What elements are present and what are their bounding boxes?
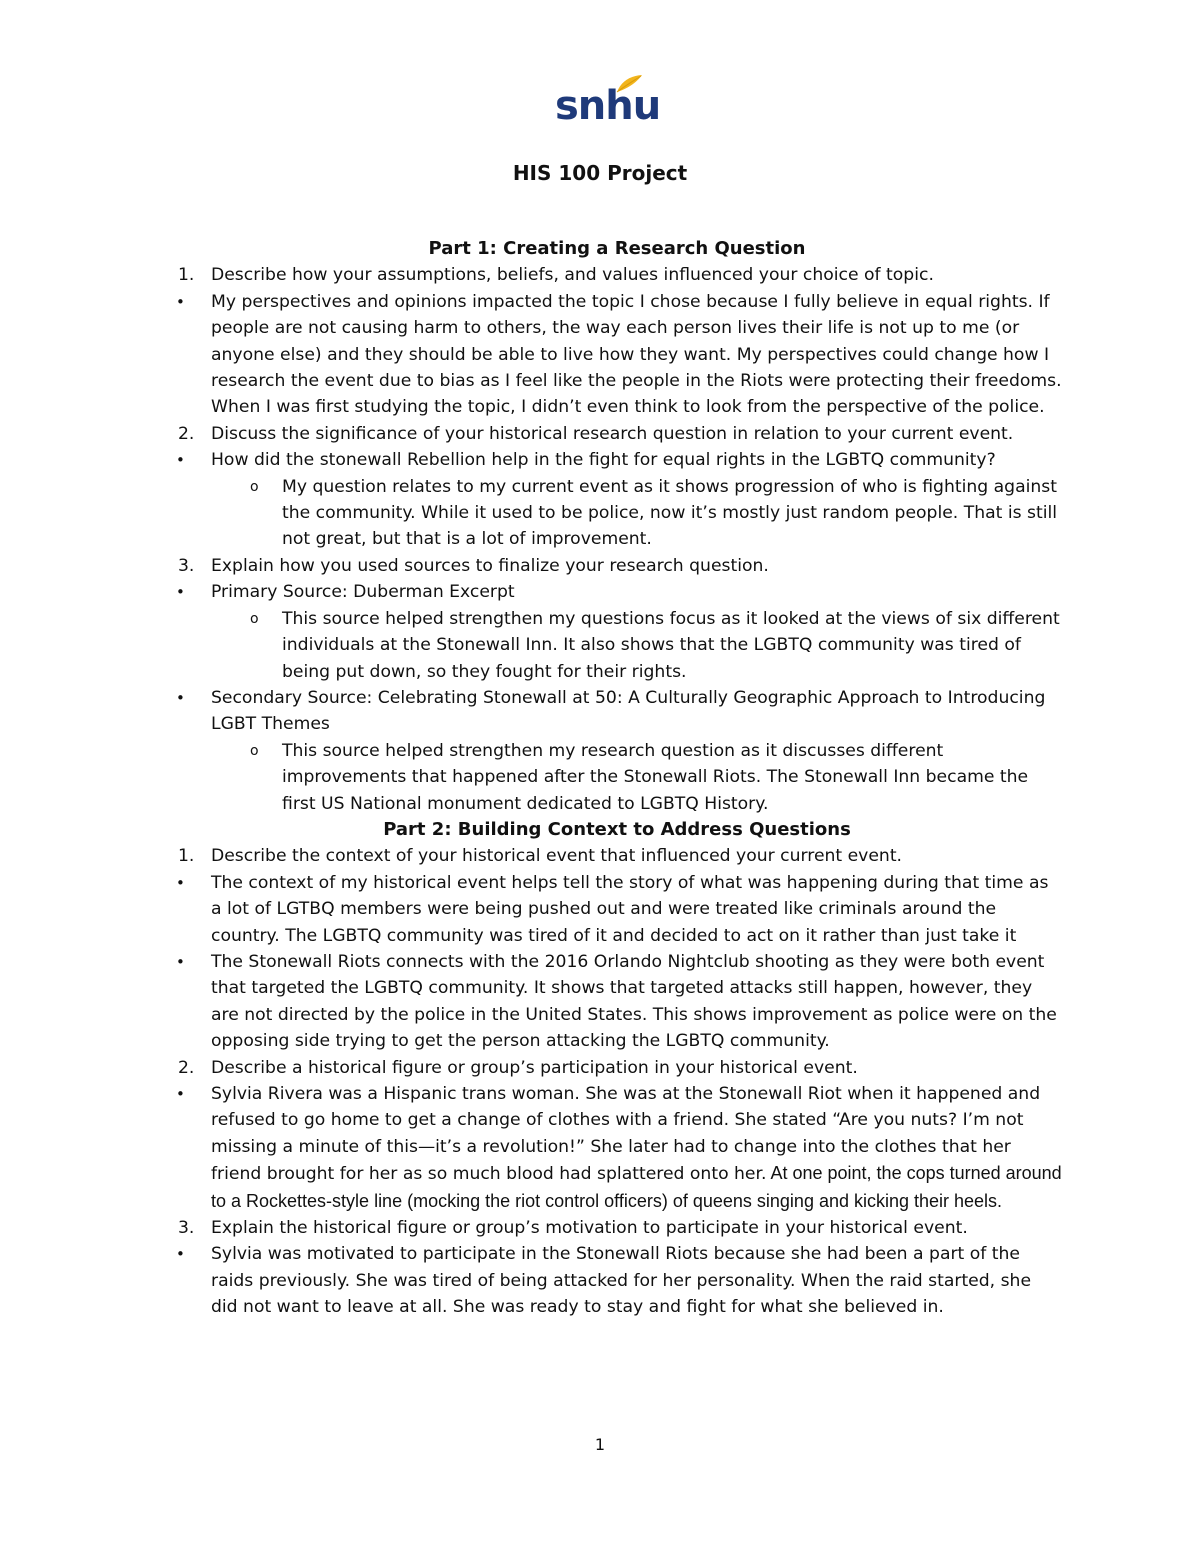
list-item-text: This source helped strengthen my research question as it discusses different improvements that happened after the Stonewall Riots. The Stonewall Inn became the first US National monument dedicated to LGBTQ History. (282, 740, 1029, 814)
sub-list-item (172, 738, 1062, 817)
sub-list-item (172, 474, 1062, 553)
list-item-text: Explain the historical figure or group’s motivation to participate in your historical event. (211, 1218, 968, 1239)
list-item (172, 1055, 1062, 1081)
list-item-text: Discuss the significance of your historical research question in relation to your current event. (211, 423, 1014, 444)
circle-bullet-icon: o (250, 742, 259, 759)
list-item (172, 553, 1062, 579)
list-item-text: Secondary Source: Celebrating Stonewall at 50: A Culturally Geographic Approach to Introducing LGBT Themes (211, 687, 1046, 735)
bullet-icon: • (176, 952, 185, 971)
bullet-icon: • (176, 1085, 185, 1103)
list-item-text: Describe a historical figure or group’s participation in your historical event. (211, 1057, 858, 1078)
list-item-text: The Stonewall Riots connects with the 2016 Orlando Nightclub shooting as they were both event that targeted the LGBTQ community. It shows that targeted attacks still happen, however, they are not directed by the police in the United States. This shows improvement as police were on the opposing side trying to get the person attacking the LGBTQ community. (211, 951, 1057, 1052)
list-item-text: This source helped strengthen my questions focus as it looked at the views of six different individuals at the Stonewall Inn. It also shows that the LGBTQ community was tired of being put down, so they fought for their rights. (282, 608, 1060, 682)
list-item (172, 289, 1062, 421)
list-item (172, 685, 1062, 738)
bullet-icon: • (176, 451, 185, 470)
bullet-icon: • (176, 583, 185, 602)
quote-passage: At one point, the cops turned around to a Rockettes-style line (mocking the riot control officers) of queens singing and kicking their heels. (211, 1163, 1062, 1211)
part1-heading: Part 1: Creating a Research Question (428, 238, 806, 259)
list-item-text: Explain how you used sources to finalize your research question. (211, 555, 769, 576)
bullet-icon: • (176, 873, 185, 892)
snhu-logo (555, 74, 661, 134)
list-item-text: My perspectives and opinions impacted the topic I chose because I fully believe in equal rights. If people are not causing harm to others, the way each person lives their life is not up to me (or anyone else) and they should be able to live how they want. My perspectives could change how I research the event due to bias as I feel like the people in the Riots were protecting their freedoms. When I was first studying the topic, I didn’t even think to look from the perspective of the police. (211, 291, 1062, 418)
list-item (172, 579, 1062, 605)
list-number: 1. (178, 265, 195, 286)
list-number: 3. (178, 555, 195, 576)
bullet-icon: • (176, 292, 185, 311)
bullet-icon: • (176, 688, 185, 707)
list-number: 2. (178, 1057, 195, 1078)
list-item-text: Sylvia Rivera was a Hispanic trans woman. She was at the Stonewall Riot when it happened and refused to go home to get a change of clothes with a friend. She stated “Are you nuts? I’m not missing a minute of this—it’s a revolution!” She later had to change into the clothes that her friend brought for her as so much blood had splattered onto her. (211, 1084, 1041, 1185)
list-item (172, 262, 1062, 288)
page-number: 1 (594, 1435, 606, 1454)
page-title: HIS 100 Project (512, 161, 688, 185)
list-item (172, 843, 1062, 869)
list-item (172, 447, 1062, 473)
list-item-text: My question relates to my current event as it shows progression of who is fighting against the community. While it used to be police, now it’s mostly just random people. That is still not great, but that is a lot of improvement. (282, 476, 1058, 550)
list-item (172, 870, 1062, 949)
list-item (172, 1081, 1062, 1215)
document-body (172, 236, 1062, 1321)
list-item (172, 949, 1062, 1055)
list-item-text: The context of my historical event helps tell the story of what was happening during that time as a lot of LGTBQ members were being pushed out and were treated like criminals around the country. The LGBTQ community was tired of it and decided to act on it rather than just take it (211, 872, 1049, 946)
circle-bullet-icon: o (250, 478, 259, 495)
list-item-text: Describe the context of your historical event that influenced your current event. (211, 846, 903, 867)
list-item (172, 421, 1062, 447)
list-item (172, 1241, 1062, 1320)
circle-bullet-icon: o (250, 610, 259, 627)
logo-wordmark: snhu (555, 83, 661, 129)
list-item-text: Sylvia was motivated to participate in the Stonewall Riots because she had been a part of the raids previously. She was tired of being attacked for her personality. When the raid started, she did not want to leave at all. She was ready to stay and fight for what she believed in. (211, 1244, 1032, 1318)
list-number: 2. (178, 423, 195, 444)
bullet-icon: • (176, 1245, 185, 1264)
list-item-text: How did the stonewall Rebellion help in the fight for equal rights in the LGBTQ community? (211, 450, 996, 471)
list-number: 1. (178, 846, 195, 867)
list-number: 3. (178, 1218, 195, 1239)
list-item (172, 1215, 1062, 1241)
sub-list-item (172, 606, 1062, 685)
list-item-text: Primary Source: Duberman Excerpt (211, 582, 515, 603)
list-item-text: Describe how your assumptions, beliefs, and values influenced your choice of topic. (211, 265, 934, 286)
part2-heading: Part 2: Building Context to Address Questions (383, 818, 851, 840)
